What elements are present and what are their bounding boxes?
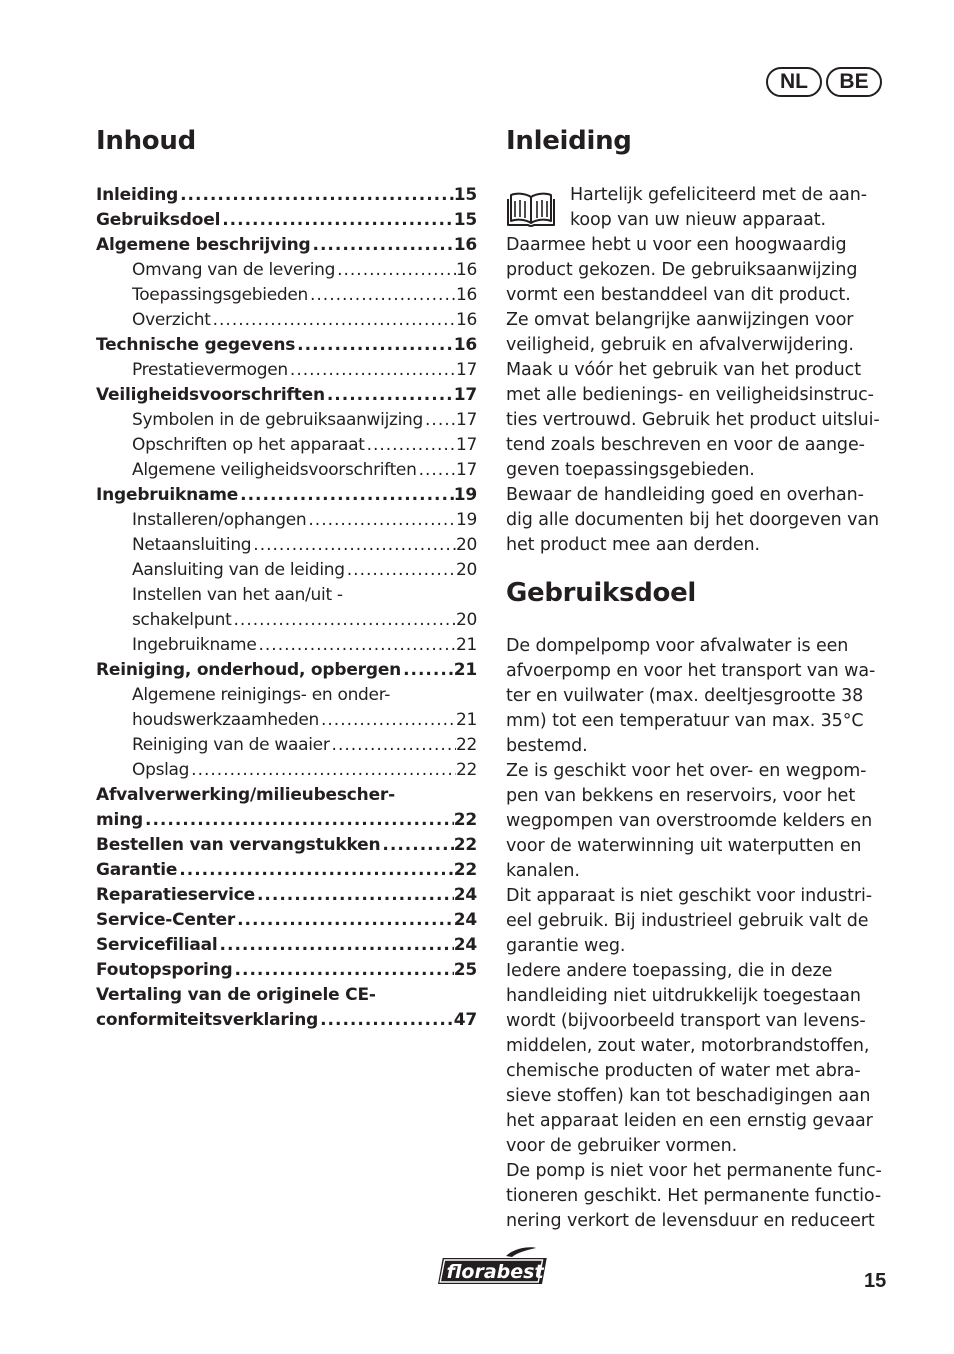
toc-entry-label: Netaansluiting [132,535,252,555]
toc-leader-dots [232,608,456,633]
toc-entry-page: 20 [455,610,477,630]
toc-entry-page: 17 [455,435,477,455]
florabest-logo [438,1246,552,1288]
toc-entry [96,883,477,908]
toc-leader-dots [177,858,453,883]
toc-entry [96,783,477,808]
language-badges [766,67,882,97]
toc-entry [96,858,477,883]
toc-leader-dots [143,808,454,833]
toc-entry-label: Installeren/ophangen [132,510,307,530]
toc-entry [96,458,477,483]
gebruiksdoel-body [506,634,890,1234]
toc-leader-dots [306,508,456,533]
toc-leader-dots [255,883,454,908]
text-line: garantie weg. [506,936,626,956]
toc-entry-label: houdswerkzaamheden [132,710,319,730]
toc-entry-page: 19 [453,485,477,505]
toc-entry-label: Prestatievermogen [132,360,288,380]
toc-entry [96,733,477,758]
toc-entry [96,708,477,733]
toc-entry-label: schakelpunt [132,610,232,630]
toc-entry-page: 24 [453,935,477,955]
toc-entry-label: Symbolen in de gebruiksaanwijzing [132,410,424,430]
text-line: sieve stoffen) kan tot beschadigingen aan [506,1086,871,1106]
inleiding-title: Inleiding [506,126,632,156]
text-line: het product mee aan derden. [506,535,760,555]
toc-leader-dots [401,658,454,683]
toc-leader-dots [295,333,454,358]
toc-entry-label: Ingebruikname [96,485,239,505]
toc-leader-dots [308,283,456,308]
toc-entry-label: Opslag [132,760,190,780]
toc-entry-label: Algemene beschrijving [96,235,311,255]
text-line: chemische producten of water met abra- [506,1061,861,1081]
text-line: geven toepassingsgebieden. [506,460,755,480]
toc-entry-label: Reiniging van de waaier [132,735,330,755]
toc-entry-label: conformiteitsverklaring [96,1010,319,1030]
toc-leader-dots [211,308,456,333]
toc-entry [96,533,477,558]
text-line: tioneren geschikt. Het permanente functio- [506,1186,882,1206]
toc-entry [96,183,477,208]
text-line: afvoerpomp en voor het transport van wa- [506,661,876,681]
toc-leader-dots [189,758,456,783]
toc-leader-dots [218,933,454,958]
toc-entry-page: 22 [455,735,477,755]
toc-entry-label: Vertaling van de originele CE- [96,985,376,1005]
toc-entry [96,758,477,783]
text-line: veiligheid, gebruik en afvalverwijdering. [506,335,854,355]
text-line: Hartelijk gefeliciteerd met de aan- [570,185,867,205]
toc-entry-page: 21 [453,660,477,680]
toc-entry-page: 21 [455,635,477,655]
toc-entry-page: 17 [455,360,477,380]
text-line: ties vertrouwd. Gebruik het product uitslui- [506,410,880,430]
text-line: middelen, zout water, motorbrandstoffen, [506,1036,870,1056]
text-line: bestemd. [506,736,588,756]
toc-entry [96,1008,477,1033]
toc-entry-page: 24 [453,885,477,905]
text-line: product gekozen. De gebruiksaanwijzing [506,260,858,280]
toc-entry [96,908,477,933]
text-line: ter en vuilwater (max. deeltjesgrootte 38 [506,686,864,706]
toc-entry [96,658,477,683]
toc-entry-page: 25 [453,960,477,980]
text-line: met alle bedienings- en veiligheidsinstruc- [506,385,874,405]
toc-entry-label: Foutopsporing [96,960,233,980]
toc-entry-page: 16 [453,235,477,255]
toc-entry-label: Overzicht [132,310,211,330]
toc-leader-dots [335,258,456,283]
toc-entry-label: ming [96,810,144,830]
toc-leader-dots [423,408,456,433]
toc-leader-dots [235,908,454,933]
text-line: Bewaar de handleiding goed en overhan- [506,485,864,505]
text-line: Ze is geschikt voor het over- en wegpom- [506,761,867,781]
text-line: wordt (bijvoorbeeld transport van levens- [506,1011,866,1031]
toc-leader-dots [330,733,456,758]
language-badge-be: BE [826,67,882,97]
table-of-contents [96,183,477,1033]
toc-entry-page: 16 [455,260,477,280]
toc-entry-page: 16 [455,285,477,305]
toc-leader-dots [318,1008,454,1033]
toc-entry [96,833,477,858]
toc-entry-page: 15 [453,210,477,230]
toc-entry-label: Veiligheidsvoorschriften [96,385,325,405]
text-line: Daarmee hebt u voor een hoogwaardig [506,235,847,255]
toc-entry [96,408,477,433]
toc-entry-page: 15 [453,185,477,205]
text-line: nering verkort de levensduur en reduceert [506,1211,875,1231]
toc-entry-page: 20 [455,535,477,555]
text-line: voor de gebruiker vormen. [506,1136,738,1156]
toc-entry-page: 24 [453,910,477,930]
toc-entry [96,583,477,608]
text-line: mm) tot een temperatuur van max. 35°C [506,711,864,731]
toc-entry-label: Reiniging, onderhoud, opbergen [96,660,402,680]
inleiding-body [506,183,890,558]
toc-entry-label: Service-Center [96,910,236,930]
toc-entry-label: Instellen van het aan/uit - [132,585,343,605]
toc-entry-page: 17 [453,385,477,405]
toc-entry-label: Toepassingsgebieden [132,285,308,305]
toc-entry [96,358,477,383]
toc-entry-page: 22 [455,760,477,780]
toc-entry-label: Servicefiliaal [96,935,218,955]
toc-entry-page: 47 [453,1010,477,1030]
toc-entry-page: 22 [453,860,477,880]
toc-entry-label: Bestellen van vervangstukken [96,835,381,855]
text-line: De pomp is niet voor het permanente func- [506,1161,882,1181]
toc-entry-label: Aansluiting van de leiding [132,560,345,580]
language-badge-nl: NL [766,67,822,97]
toc-entry [96,258,477,283]
toc-entry [96,208,477,233]
toc-entry-page: 16 [455,310,477,330]
toc-entry [96,983,477,1008]
text-line: vormt een bestanddeel van dit product. [506,285,851,305]
text-line: Maak u vóór het gebruik van het product [506,360,861,380]
text-line: dig alle documenten bij het doorgeven van [506,510,879,530]
toc-entry [96,383,477,408]
toc-leader-dots [325,383,454,408]
text-line: tend zoals beschreven en voor de aange- [506,435,865,455]
toc-entry [96,283,477,308]
toc-entry [96,808,477,833]
toc-entry-label: Garantie [96,860,178,880]
text-line: Dit apparaat is niet geschikt voor industri- [506,886,872,906]
toc-leader-dots [238,483,454,508]
text-line: Ze omvat belangrijke aanwijzingen voor [506,310,854,330]
page-number: 15 [864,1270,887,1292]
toc-entry-page: 17 [455,410,477,430]
toc-entry-label: Ingebruikname [132,635,257,655]
toc-leader-dots [345,558,456,583]
toc-leader-dots [380,833,453,858]
toc-entry [96,433,477,458]
toc-entry [96,633,477,658]
toc-leader-dots [319,708,456,733]
toc-entry-page: 21 [455,710,477,730]
toc-entry-label: Gebruiksdoel [96,210,221,230]
toc-leader-dots [178,183,454,208]
text-line: handleiding niet uitdrukkelijk toegestaan [506,986,861,1006]
toc-entry-page: 22 [453,835,477,855]
toc-entry-label: Technische gegevens [96,335,296,355]
toc-entry-label: Omvang van de levering [132,260,336,280]
gebruiksdoel-title: Gebruiksdoel [506,578,697,608]
toc-entry [96,958,477,983]
toc-entry-page: 17 [455,460,477,480]
text-line: kanalen. [506,861,580,881]
toc-entry [96,933,477,958]
toc-leader-dots [311,233,454,258]
logo-wordmark: florabest [446,1261,544,1283]
toc-entry-page: 19 [455,510,477,530]
toc-entry [96,333,477,358]
toc-entry [96,508,477,533]
toc-entry [96,608,477,633]
text-line: wegpompen van overstroomde kelders en [506,811,873,831]
toc-entry [96,233,477,258]
toc-entry-page: 22 [453,810,477,830]
text-line: eel gebruik. Bij industrieel gebruik valt de [506,911,869,931]
toc-entry [96,308,477,333]
toc-leader-dots [220,208,454,233]
toc-leader-dots [288,358,456,383]
toc-entry [96,483,477,508]
text-line: De dompelpomp voor afvalwater is een [506,636,849,656]
toc-entry-label: Inleiding [96,185,179,205]
text-line: Iedere andere toepassing, die in deze [506,961,833,981]
toc-title: Inhoud [96,126,196,156]
toc-entry [96,558,477,583]
toc-entry-label: Algemene reinigings- en onder- [132,685,391,705]
text-line: pen van bekkens en reservoirs, voor het [506,786,856,806]
toc-entry-label: Afvalverwerking/milieubescher- [96,785,395,805]
toc-entry-label: Opschriften op het apparaat [132,435,365,455]
toc-leader-dots [365,433,456,458]
toc-entry-label: Reparatieservice [96,885,255,905]
text-line: koop van uw nieuw apparaat. [570,210,827,230]
toc-leader-dots [233,958,454,983]
toc-entry-page: 16 [453,335,477,355]
text-line: voor de waterwinning uit waterputten en [506,836,862,856]
toc-leader-dots [417,458,456,483]
toc-leader-dots [256,633,455,658]
toc-entry-label: Algemene veiligheidsvoorschriften [132,460,417,480]
toc-entry-page: 20 [455,560,477,580]
text-line: het apparaat leiden en een ernstig gevaar [506,1111,873,1131]
toc-entry [96,683,477,708]
toc-leader-dots [251,533,456,558]
